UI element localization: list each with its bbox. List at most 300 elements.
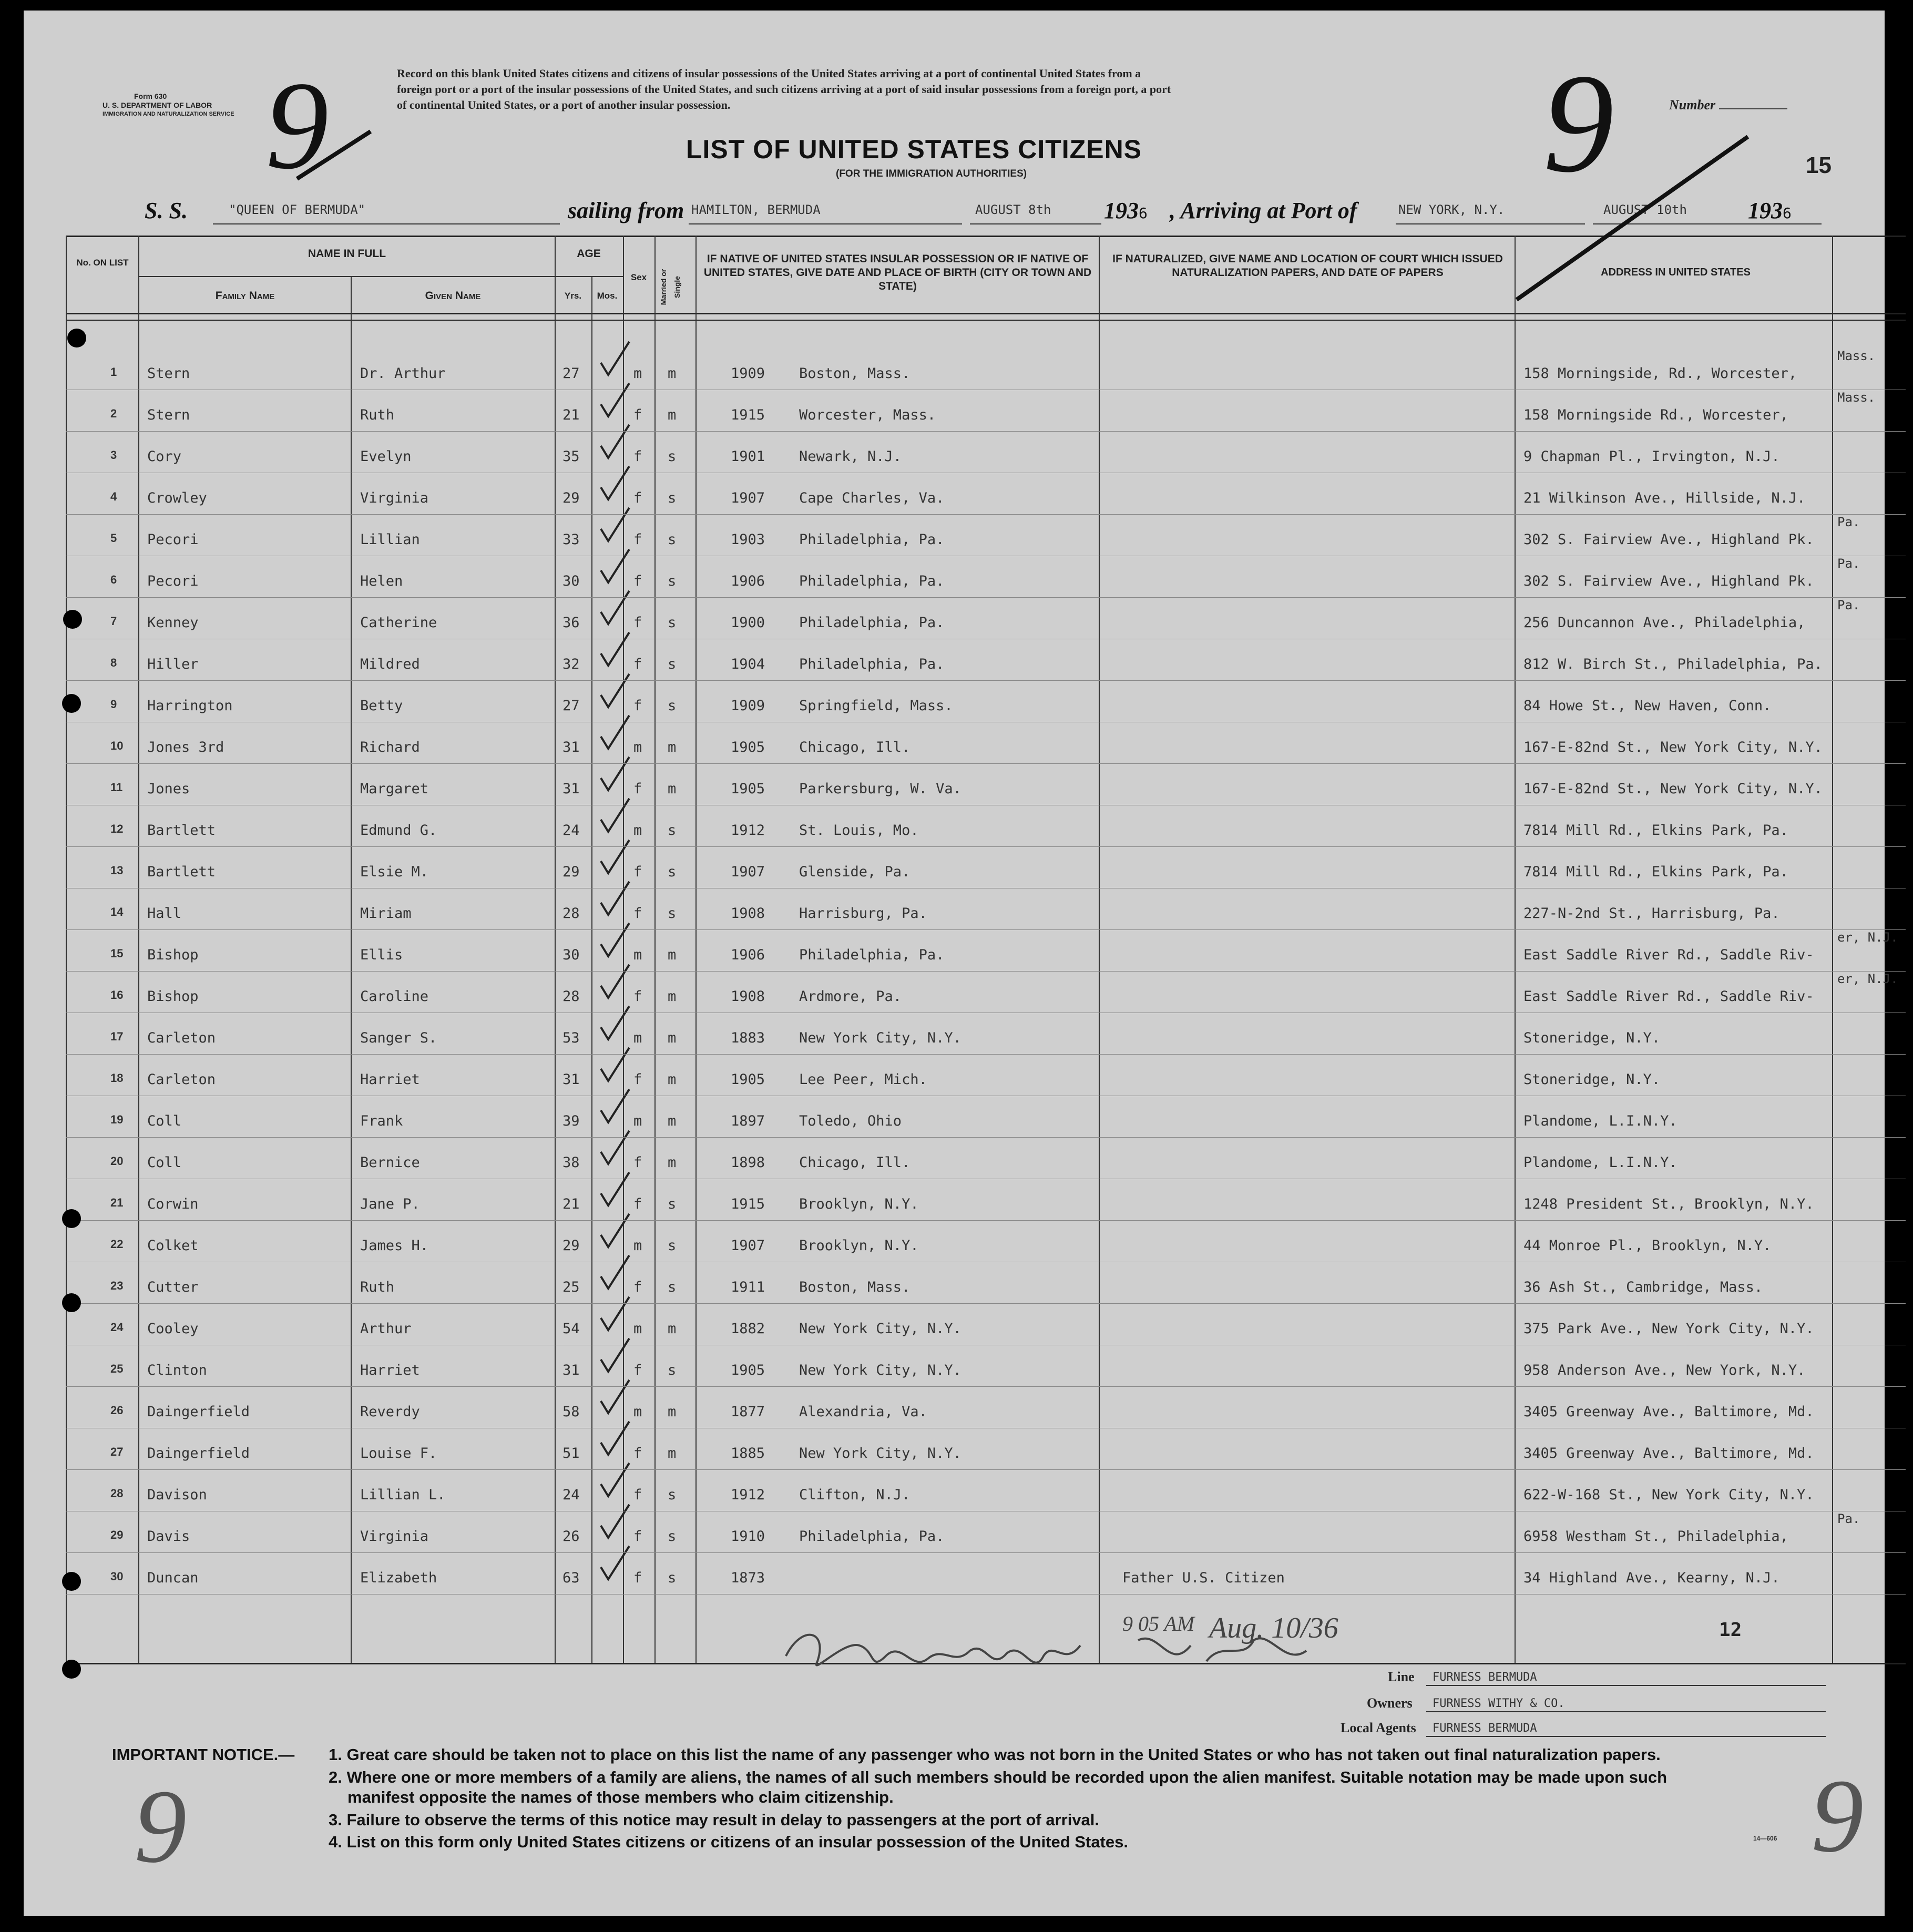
birth-place-cell: New York City, N.Y. <box>799 1362 961 1378</box>
header-sex: Sex <box>630 272 647 282</box>
row-number: 20 <box>110 1154 124 1168</box>
given-name-cell: Betty <box>360 698 403 714</box>
sex-cell: f <box>633 490 642 506</box>
table-row <box>24 515 1860 558</box>
sailing-date: AUGUST 8th <box>975 202 1051 217</box>
table-row <box>24 765 1823 807</box>
age-years-cell: 33 <box>562 531 580 548</box>
check-mark-icon <box>597 921 633 963</box>
row-number: 23 <box>110 1279 124 1292</box>
family-name-cell: Harrington <box>147 698 233 714</box>
birth-year-cell: 1906 <box>731 947 765 963</box>
age-years-cell: 38 <box>562 1154 580 1171</box>
family-name-cell: Kenney <box>147 615 199 631</box>
check-mark-icon <box>597 1045 633 1087</box>
birth-place-cell: Parkersburg, W. Va. <box>799 781 961 797</box>
sailing-port: HAMILTON, BERMUDA <box>691 202 821 217</box>
given-name-cell: Miriam <box>360 905 412 922</box>
check-mark-icon <box>597 1087 633 1129</box>
birth-year-cell: 1904 <box>731 656 765 672</box>
sex-cell: f <box>633 656 642 672</box>
record-line-1: Record on this blank United States citizens and citizens of insular possessions of the United States arriving at a port of continental United States from a <box>397 67 1141 80</box>
birth-place-cell: New York City, N.Y. <box>799 1030 961 1046</box>
marital-status-cell: m <box>668 1113 677 1129</box>
notice-item-2b: manifest opposite the names of those members who claim citizenship. <box>347 1788 894 1806</box>
birth-place-cell: Philadelphia, Pa. <box>799 656 945 672</box>
sex-cell: f <box>633 988 642 1005</box>
inspection-time: 9 05 AM <box>1122 1612 1195 1635</box>
sailing-year <box>1104 197 1148 224</box>
department-name: U. S. DEPARTMENT OF LABOR <box>103 101 212 109</box>
marital-status-cell: s <box>668 490 677 506</box>
sex-cell: f <box>633 905 642 922</box>
table-row <box>24 598 1860 641</box>
table-row <box>24 640 1823 682</box>
birth-year-cell: 1905 <box>731 781 765 797</box>
sex-cell: f <box>633 1071 642 1088</box>
check-mark-icon <box>597 1170 633 1212</box>
row-rule <box>66 1220 1906 1221</box>
address-cell: 34 Highland Ave., Kearny, N.J. <box>1523 1570 1780 1586</box>
sex-cell: f <box>633 1445 642 1461</box>
table-row <box>24 848 1816 890</box>
address-cell: East Saddle River Rd., Saddle Riv- <box>1523 947 1814 963</box>
agents-value: FURNESS BERMUDA <box>1433 1722 1537 1735</box>
given-name-cell: James H. <box>360 1238 429 1254</box>
row-number: 26 <box>110 1404 124 1417</box>
given-name-cell: Reverdy <box>360 1404 420 1420</box>
age-years-cell: 39 <box>562 1113 580 1129</box>
check-mark-icon <box>597 505 633 547</box>
age-years-cell: 53 <box>562 1030 580 1046</box>
header-address: ADDRESS IN UNITED STATES <box>1601 267 1751 278</box>
birth-year-cell: 1907 <box>731 490 765 506</box>
birth-place-cell: Worcester, Mass. <box>799 407 936 423</box>
row-rule <box>66 514 1906 515</box>
header-no-on-list: No. ON LIST <box>76 258 129 268</box>
birth-year-cell: 1905 <box>731 1071 765 1088</box>
birth-year-cell: 1901 <box>731 448 765 465</box>
birth-year-cell: 1908 <box>731 988 765 1005</box>
age-years-cell: 31 <box>562 781 580 797</box>
notice-item-2a: 2. Where one or more members of a family are aliens, the names of all such members should be recorded upon the alien manifest. Suitable notation may be made upon such <box>329 1768 1668 1786</box>
age-years-cell: 29 <box>562 490 580 506</box>
marital-status-cell: s <box>668 1528 677 1545</box>
binder-hole <box>67 329 86 347</box>
address-cell: 256 Duncannon Ave., Philadelphia, <box>1523 615 1806 631</box>
family-name-cell: Clinton <box>147 1362 207 1378</box>
record-line-2: foreign port or a port of the insular possessions of the United States, and such citizens arriving at a port of said insular possessions from a foreign port, a port <box>397 83 1171 96</box>
address-note-cell: Mass. <box>1837 349 1876 363</box>
check-mark-icon <box>597 1377 633 1419</box>
marital-status-cell: m <box>668 1071 677 1088</box>
address-cell: 84 Howe St., New Haven, Conn. <box>1523 698 1772 714</box>
family-name-cell: Cooley <box>147 1321 199 1337</box>
table-row <box>24 1222 1816 1264</box>
address-cell: 7814 Mill Rd., Elkins Park, Pa. <box>1523 822 1788 839</box>
row-rule <box>66 1552 1906 1553</box>
notice-item-4: 4. List on this form only United States citizens or citizens of an insular possession of the United States. <box>329 1833 1128 1851</box>
row-number: 30 <box>110 1570 124 1583</box>
family-name-cell: Coll <box>147 1113 182 1129</box>
marital-status-cell: s <box>668 1279 677 1295</box>
table-row <box>24 1139 1816 1181</box>
print-code: 14—606 <box>1753 1835 1777 1842</box>
address-cell: 21 Wilkinson Ave., Hillside, N.J. <box>1523 490 1806 506</box>
table-row <box>24 1056 1816 1098</box>
birth-place-cell: Chicago, Ill. <box>799 1154 911 1171</box>
ship-name: "QUEEN OF BERMUDA" <box>229 202 366 217</box>
sex-cell: f <box>633 1362 642 1378</box>
check-mark-icon <box>597 1253 633 1295</box>
arrival-port: NEW YORK, N.Y. <box>1398 202 1505 217</box>
birth-year-cell: 1907 <box>731 1238 765 1254</box>
row-number: 16 <box>110 988 124 1001</box>
birth-place-cell: Philadelphia, Pa. <box>799 573 945 589</box>
table-row <box>24 1429 1816 1471</box>
row-number: 15 <box>110 947 124 960</box>
age-years-cell: 21 <box>562 1196 580 1212</box>
address-cell: 302 S. Fairview Ave., Highland Pk. <box>1523 531 1814 548</box>
birth-year-cell: 1900 <box>731 615 765 631</box>
age-years-cell: 29 <box>562 1238 580 1254</box>
address-cell: Plandome, L.I.N.Y. <box>1523 1154 1677 1171</box>
birth-year-cell: 1907 <box>731 864 765 880</box>
header-age: AGE <box>577 248 601 260</box>
family-name-cell: Hall <box>147 905 182 922</box>
birth-place-cell: New York City, N.Y. <box>799 1321 961 1337</box>
row-rule <box>66 680 1906 681</box>
given-name-cell: Mildred <box>360 656 420 672</box>
family-name-cell: Cutter <box>147 1279 199 1295</box>
age-years-cell: 28 <box>562 988 580 1005</box>
given-name-cell: Lillian <box>360 531 420 548</box>
sex-cell: f <box>633 781 642 797</box>
birth-year-cell: 1897 <box>731 1113 765 1129</box>
birth-year-cell: 1877 <box>731 1404 765 1420</box>
row-number: 3 <box>110 448 117 462</box>
row-number: 22 <box>110 1238 124 1251</box>
check-mark-icon <box>597 796 633 838</box>
birth-place-cell: Alexandria, Va. <box>799 1404 927 1420</box>
birth-place-cell: Boston, Mass. <box>799 1279 911 1295</box>
sailing-label: sailing from <box>568 198 684 223</box>
check-mark-icon <box>597 754 633 796</box>
address-cell: 3405 Greenway Ave., Baltimore, Md. <box>1523 1404 1814 1420</box>
address-cell: Plandome, L.I.N.Y. <box>1523 1113 1677 1129</box>
given-name-cell: Elsie M. <box>360 864 429 880</box>
owners-value: FURNESS WITHY & CO. <box>1433 1697 1565 1710</box>
given-name-cell: Jane P. <box>360 1196 420 1212</box>
table-row <box>24 806 1816 849</box>
address-cell: 36 Ash St., Cambridge, Mass. <box>1523 1279 1763 1295</box>
marital-status-cell: m <box>668 1445 677 1461</box>
header-married-single: Married or Single <box>659 269 681 305</box>
address-cell: Stoneridge, N.Y. <box>1523 1071 1661 1088</box>
address-cell: 7814 Mill Rd., Elkins Park, Pa. <box>1523 864 1788 880</box>
age-years-cell: 29 <box>562 864 580 880</box>
row-rule <box>66 846 1906 847</box>
address-note-cell: Pa. <box>1837 598 1860 612</box>
address-note-cell: er, N.J. <box>1837 930 1898 945</box>
age-years-cell: 27 <box>562 365 580 382</box>
row-number: 5 <box>110 531 117 545</box>
check-mark-icon <box>597 1294 633 1336</box>
row-number: 28 <box>110 1487 124 1500</box>
marital-status-cell: m <box>668 1321 677 1337</box>
birth-place-cell: Brooklyn, N.Y. <box>799 1238 919 1254</box>
address-note-cell: er, N.J. <box>1837 972 1898 986</box>
check-mark-icon <box>597 547 633 589</box>
arrival-year-prefix: 193 <box>1748 198 1783 223</box>
form-number: Form 630 <box>134 92 167 100</box>
record-line-3: of continental United States, or a port of another insular possession. <box>397 98 731 111</box>
address-cell: 167-E-82nd St., New York City, N.Y. <box>1523 781 1823 797</box>
binder-hole <box>62 1209 81 1228</box>
check-mark-icon <box>597 422 633 464</box>
birth-place-cell: Boston, Mass. <box>799 365 911 382</box>
given-name-cell: Catherine <box>360 615 437 631</box>
family-name-cell: Daingerfield <box>147 1445 250 1461</box>
age-years-cell: 31 <box>562 1362 580 1378</box>
address-cell: 158 Morningside, Rd., Worcester, <box>1523 365 1797 382</box>
sex-cell: f <box>633 1487 642 1503</box>
address-cell: 622-W-168 St., New York City, N.Y. <box>1523 1487 1814 1503</box>
address-note-cell: Mass. <box>1837 390 1876 405</box>
sex-cell: f <box>633 698 642 714</box>
address-cell: Stoneridge, N.Y. <box>1523 1030 1661 1046</box>
marital-status-cell: s <box>668 698 677 714</box>
age-years-cell: 24 <box>562 822 580 839</box>
address-note-cell: Pa. <box>1837 515 1860 529</box>
row-rule <box>66 763 1906 764</box>
age-years-cell: 63 <box>562 1570 580 1586</box>
given-name-cell: Caroline <box>360 988 429 1005</box>
birth-year-cell: 1912 <box>731 822 765 839</box>
family-name-cell: Corwin <box>147 1196 199 1212</box>
address-cell: 227-N-2nd St., Harrisburg, Pa. <box>1523 905 1780 922</box>
age-years-cell: 36 <box>562 615 580 631</box>
family-name-cell: Pecori <box>147 573 199 589</box>
table-row <box>24 1180 1816 1222</box>
birth-place-cell: Philadelphia, Pa. <box>799 1528 945 1545</box>
family-name-cell: Stern <box>147 407 190 423</box>
birth-place-cell: Clifton, N.J. <box>799 1487 911 1503</box>
manifest-page <box>24 11 1898 1916</box>
family-name-cell: Bishop <box>147 947 199 963</box>
marital-status-cell: m <box>668 1030 677 1046</box>
marital-status-cell: s <box>668 531 677 548</box>
birth-year-cell: 1898 <box>731 1154 765 1171</box>
table-row <box>24 1346 1816 1388</box>
address-cell: 158 Morningside Rd., Worcester, <box>1523 407 1788 423</box>
row-number: 10 <box>110 739 124 752</box>
binder-hole <box>62 1660 81 1679</box>
row-rule <box>66 1469 1906 1470</box>
table-row <box>24 433 1816 475</box>
check-mark-icon <box>597 381 633 423</box>
address-cell: 44 Monroe Pl., Brooklyn, N.Y. <box>1523 1238 1772 1254</box>
table-row <box>24 682 1816 724</box>
address-cell: 375 Park Ave., New York City, N.Y. <box>1523 1321 1814 1337</box>
sex-cell: m <box>633 1113 642 1129</box>
row-number: 13 <box>110 864 124 877</box>
check-mark-icon <box>597 1460 633 1502</box>
table-row <box>24 1097 1816 1139</box>
row-number: 18 <box>110 1071 124 1085</box>
sex-cell: f <box>633 1196 642 1212</box>
birth-place-cell: Brooklyn, N.Y. <box>799 1196 919 1212</box>
family-name-cell: Bartlett <box>147 864 216 880</box>
birth-place-cell: Toledo, Ohio <box>799 1113 902 1129</box>
given-name-cell: Edmund G. <box>360 822 437 839</box>
table-row <box>24 1511 1860 1555</box>
birth-year-cell: 1883 <box>731 1030 765 1046</box>
number-field <box>1669 97 1787 113</box>
birth-year-cell: 1908 <box>731 905 765 922</box>
row-number: 9 <box>110 698 117 711</box>
age-years-cell: 24 <box>562 1487 580 1503</box>
age-years-cell: 27 <box>562 698 580 714</box>
marital-status-cell: s <box>668 905 677 922</box>
table-row <box>24 1263 1816 1305</box>
birth-place-cell: Philadelphia, Pa. <box>799 947 945 963</box>
form-identifier <box>103 92 234 119</box>
row-rule <box>66 431 1906 432</box>
row-number: 8 <box>110 656 117 669</box>
header-given-name: Given Name <box>425 290 481 302</box>
age-years-cell: 58 <box>562 1404 580 1420</box>
row-number: 11 <box>110 781 123 794</box>
birth-place-cell: St. Louis, Mo. <box>799 822 919 839</box>
birth-year-cell: 1915 <box>731 407 765 423</box>
family-name-cell: Stern <box>147 365 190 382</box>
header-mos: Mos. <box>597 291 618 301</box>
row-number: 7 <box>110 615 117 628</box>
given-name-cell: Dr. Arthur <box>360 365 446 382</box>
sex-cell: f <box>633 573 642 589</box>
line-label: Line <box>1388 1669 1415 1684</box>
check-mark-icon <box>597 837 633 880</box>
age-years-cell: 51 <box>562 1445 580 1461</box>
notice-heading: IMPORTANT NOTICE.— <box>112 1745 295 1764</box>
agents-label: Local Agents <box>1341 1720 1416 1735</box>
check-mark-icon <box>597 630 633 672</box>
marital-status-cell: s <box>668 448 677 465</box>
row-rule <box>66 1054 1906 1055</box>
row-number: 21 <box>110 1196 124 1209</box>
sex-cell: f <box>633 448 642 465</box>
age-years-cell: 35 <box>562 448 580 465</box>
check-mark-icon <box>597 1211 633 1253</box>
age-years-cell: 26 <box>562 1528 580 1545</box>
address-cell: 167-E-82nd St., New York City, N.Y. <box>1523 739 1823 755</box>
family-name-cell: Coll <box>147 1154 182 1171</box>
inspector-name <box>789 1614 1081 1649</box>
marital-status-cell: s <box>668 864 677 880</box>
family-name-cell: Carleton <box>147 1071 216 1088</box>
birth-year-cell: 1903 <box>731 531 765 548</box>
age-years-cell: 25 <box>562 1279 580 1295</box>
header-naturalization: IF NATURALIZED, GIVE NAME AND LOCATION OF COURT WHICH ISSUED NATURALIZATION PAPERS, AND DATE OF PAPERS <box>1112 253 1503 279</box>
birth-year-cell: 1910 <box>731 1528 765 1545</box>
given-name-cell: Sanger S. <box>360 1030 437 1046</box>
arrival-date: AUGUST 10th <box>1603 202 1687 217</box>
sex-cell: f <box>633 1528 642 1545</box>
owners-label: Owners <box>1367 1695 1413 1711</box>
marital-status-cell: m <box>668 781 677 797</box>
binder-hole <box>62 694 81 713</box>
sailing-year-digit: 6 <box>1139 205 1148 222</box>
header-yrs: Yrs. <box>564 291 582 301</box>
line-value: FURNESS BERMUDA <box>1433 1671 1537 1684</box>
marital-status-cell: m <box>668 947 677 963</box>
row-number: 27 <box>110 1445 124 1458</box>
check-mark-icon <box>597 879 633 921</box>
sex-cell: m <box>633 1238 642 1254</box>
check-mark-icon <box>597 1502 633 1544</box>
birth-place-cell: Chicago, Ill. <box>799 739 911 755</box>
age-years-cell: 54 <box>562 1321 580 1337</box>
row-rule <box>66 1137 1906 1138</box>
family-name-cell: Carleton <box>147 1030 216 1046</box>
given-name-cell: Richard <box>360 739 420 755</box>
arriving-label: , Arriving at Port of <box>1170 198 1357 223</box>
birth-year-cell: 1882 <box>731 1321 765 1337</box>
number-label: Number <box>1669 97 1716 113</box>
page-subtitle: (FOR THE IMMIGRATION AUTHORITIES) <box>836 168 1027 179</box>
marital-status-cell: s <box>668 1196 677 1212</box>
marital-status-cell: s <box>668 1487 677 1503</box>
given-name-cell: Evelyn <box>360 448 412 465</box>
marital-status-cell: s <box>668 1238 677 1254</box>
given-name-cell: Louise F. <box>360 1445 437 1461</box>
given-name-cell: Helen <box>360 573 403 589</box>
given-name-cell: Frank <box>360 1113 403 1129</box>
handwritten-strike-mark <box>1511 131 1753 310</box>
arrival-year <box>1748 197 1792 224</box>
birth-year-cell: 1909 <box>731 698 765 714</box>
arrival-year-digit: 6 <box>1783 205 1792 222</box>
table-row <box>24 1388 1816 1430</box>
birth-year-cell: 1911 <box>731 1279 765 1295</box>
birth-year-cell: 1915 <box>731 1196 765 1212</box>
marital-status-cell: s <box>668 1362 677 1378</box>
marital-status-cell: m <box>668 739 677 755</box>
given-name-cell: Virginia <box>360 490 429 506</box>
given-name-cell: Ruth <box>360 407 395 423</box>
marital-status-cell: s <box>668 1570 677 1586</box>
table-row <box>24 972 1898 1015</box>
notice-item-1: 1. Great care should be taken not to place on this list the name of any passenger who was not born in the United States or who has not taken out final naturalization papers. <box>329 1745 1661 1764</box>
table-row <box>24 1471 1816 1513</box>
marital-status-cell: s <box>668 822 677 839</box>
row-number: 24 <box>110 1321 124 1334</box>
birth-year-cell: 1905 <box>731 739 765 755</box>
birth-place-cell: Lee Peer, Mich. <box>799 1071 927 1088</box>
check-mark-icon <box>597 713 633 755</box>
birth-year-cell: 1906 <box>731 573 765 589</box>
handwritten-mark-bottom-left: 9 <box>134 1769 187 1885</box>
given-name-cell: Harriet <box>360 1071 420 1088</box>
table-row <box>24 474 1816 516</box>
family-name-cell: Colket <box>147 1238 199 1254</box>
row-number: 17 <box>110 1030 124 1043</box>
age-years-cell: 31 <box>562 1071 580 1088</box>
sex-cell: m <box>633 365 642 382</box>
page-number: 15 <box>1806 152 1832 178</box>
row-number: 29 <box>110 1528 124 1541</box>
